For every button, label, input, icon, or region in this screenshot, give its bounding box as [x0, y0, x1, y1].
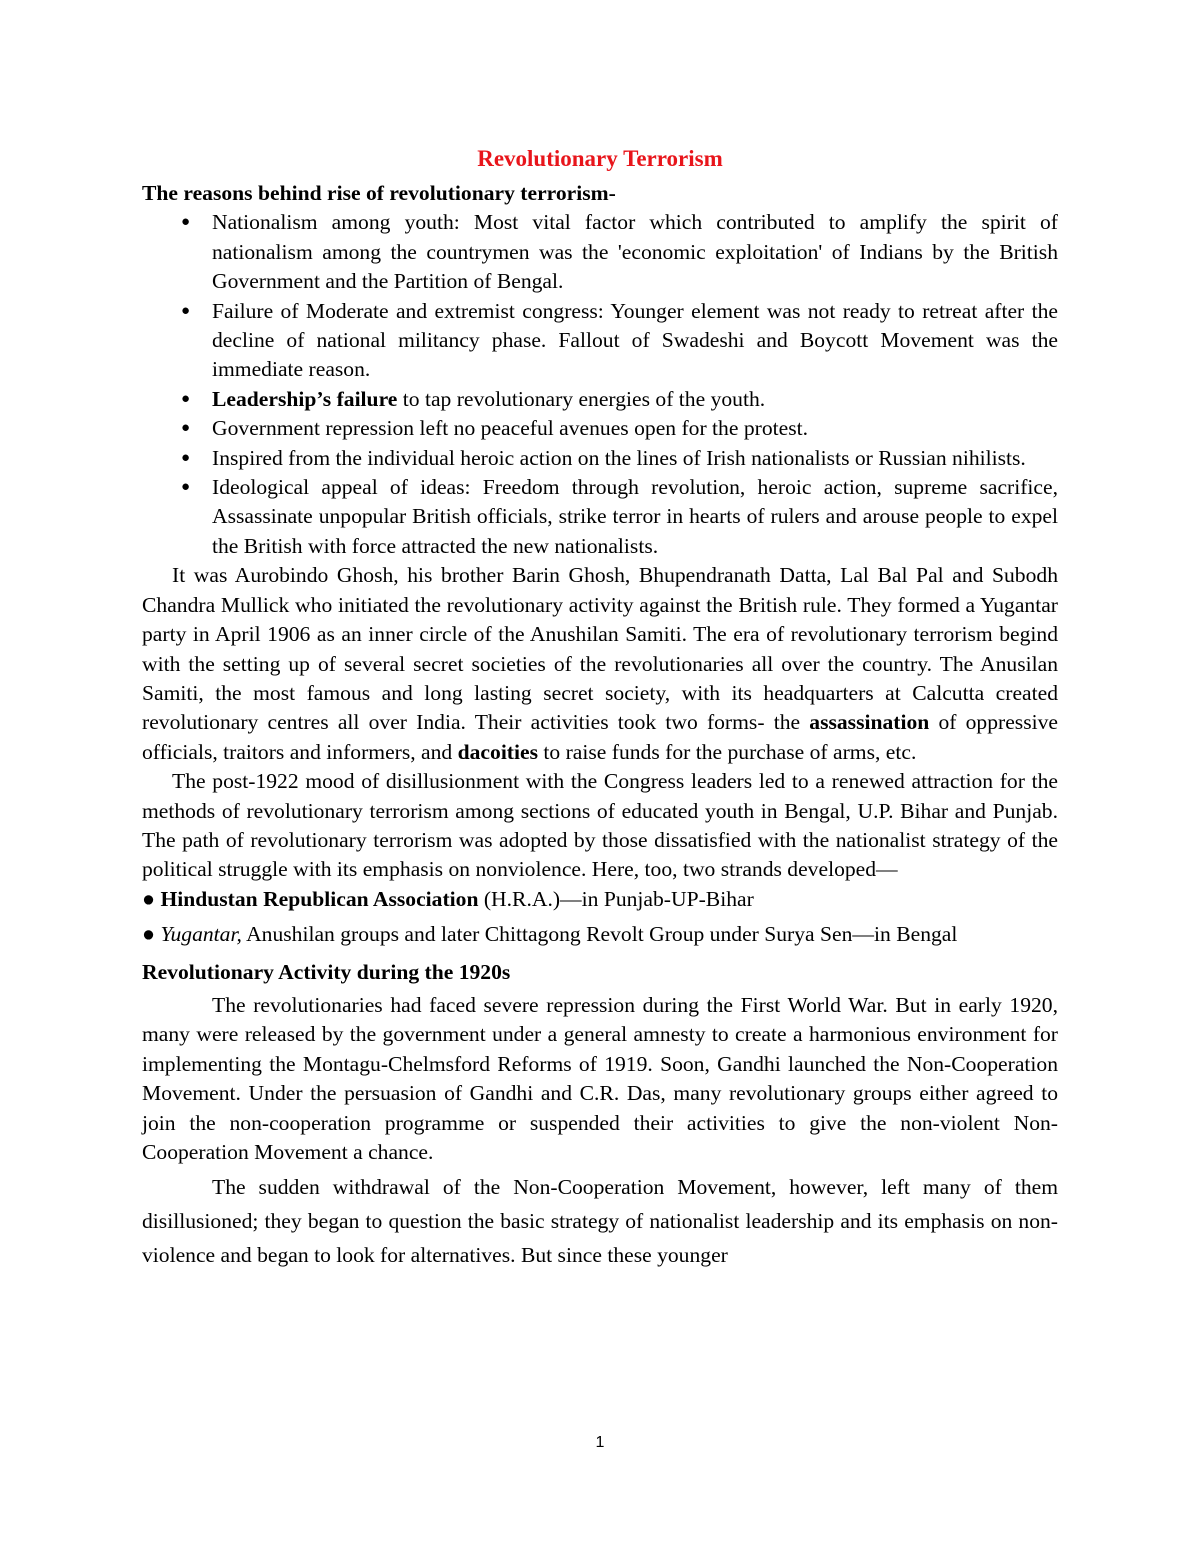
paragraph-post-1922: The post-1922 mood of disillusionment with the Congress leaders led to a renewed attraction for the methods of revolutionary terrorism among sections of educated youth in Bengal, U.P. Bihar and Punjab. The path of revolutionary terrorism was adopted by those dissatisfied with the nationalist strategy of the political struggle with its emphasis on nonviolence. Here, too, two strands developed— — [142, 769, 1058, 882]
reason-text: Ideological appeal of ideas: Freedom through revolution, heroic action, supreme sacrifice, Assassinate unpopular British officials, strike terror in hearts of rulers and arouse people to expel the British with force attracted the new nationalists. — [212, 475, 1058, 558]
bullet-icon: ● — [181, 420, 191, 437]
list-item — [142, 208, 1058, 296]
paragraph-1920s: The revolutionaries had faced severe repression during the First World War. But in early 1920, many were released by the government under a general amnesty to create a harmonious environment for implementing the Montagu-Chelmsford Reforms of 1919. Soon, Gandhi launched the Non-Cooperation Movement. Under the persuasion of Gandhi and C.R. Das, many revolutionary groups either agreed to join the non-cooperation programme or suspended their activities to give the non-violent Non-Cooperation Movement a chance. — [142, 992, 1058, 1164]
strand-text: (H.R.A.)—in Punjab-UP-Bihar — [478, 886, 754, 911]
list-item — [142, 385, 1058, 414]
reasons-list — [142, 208, 1058, 561]
reason-text: Nationalism among youth: Most vital factor which contributed to amplify the spirit of nationalism among the countrymen was the 'economic exploitation' of Indians by the British Government and the Partition of Bengal. — [212, 210, 1058, 294]
paragraph-origins — [142, 561, 1058, 767]
bullet-icon: ● — [181, 302, 191, 319]
paragraph-bold-term: dacoities — [457, 739, 538, 764]
document-title: Revolutionary Terrorism — [477, 146, 723, 171]
page-content — [142, 140, 1058, 1272]
reason-text: Failure of Moderate and extremist congress: Younger element was not ready to retreat after the decline of national militancy phase. Fallout of Swadeshi and Boycott Movement was the immediate reason. — [212, 298, 1058, 382]
bullet-icon: ● — [181, 479, 191, 496]
bullet-icon: ● — [181, 449, 191, 466]
list-item — [142, 444, 1058, 473]
page-number: 1 — [595, 1434, 605, 1451]
bullet-icon: ● — [181, 390, 191, 407]
list-item — [142, 473, 1058, 561]
strand-bold-text: Hindustan Republican Association — [160, 886, 479, 911]
section-heading: Revolutionary Activity during the 1920s — [142, 959, 511, 984]
bullet-icon: ● — [142, 922, 156, 947]
paragraph-bold-term: assassination — [809, 710, 930, 735]
strand-item — [142, 920, 1058, 949]
paragraph-text: It was Aurobindo Ghosh, his brother Barin Ghosh, Bhupendranath Datta, Lal Bal Pal and Subodh Chandra Mullick who initiated the revolutionary activity against the British rule. They formed a Yugantar party in April 1906 as an inner circle of the Anushilan Samiti. The era of revolutionary terrorism begind with the setting up of several secret societies of the revolutionaries all over the country. The Anusilan Samiti, the most famous and long lasting secret society, with its headquarters at Calcutta created revolutionary centres all over India. Their activities took two forms- the — [142, 563, 1058, 735]
bullet-icon: ● — [142, 886, 156, 911]
paragraph-text: of oppressive officials, traitors and informers, and — [142, 710, 1058, 764]
reason-text: Inspired from the individual heroic action on the lines of Irish nationalists or Russian nihilists. — [212, 445, 1026, 470]
strand-item — [142, 885, 1058, 914]
strand-italic-text: Yugantar, — [160, 922, 242, 947]
bullet-icon: ● — [181, 214, 191, 231]
list-item — [142, 297, 1058, 385]
reason-bold-text: Leadership’s failure — [212, 386, 398, 411]
reason-text: to tap revolutionary energies of the youth. — [397, 386, 766, 411]
paragraph-withdrawal: The sudden withdrawal of the Non-Cooperation Movement, however, left many of them disillusioned; they began to question the basic strategy of nationalist leadership and its emphasis on non-violence and began to look for alternatives. But since these younger — [142, 1175, 1058, 1268]
reason-text: Government repression left no peaceful avenues open for the protest. — [212, 416, 809, 441]
strand-text: Anushilan groups and later Chittagong Revolt Group under Surya Sen—in Bengal — [241, 922, 958, 947]
reasons-heading: The reasons behind rise of revolutionary terrorism- — [142, 181, 616, 205]
list-item — [142, 414, 1058, 443]
paragraph-text: to raise funds for the purchase of arms, etc. — [538, 739, 917, 764]
